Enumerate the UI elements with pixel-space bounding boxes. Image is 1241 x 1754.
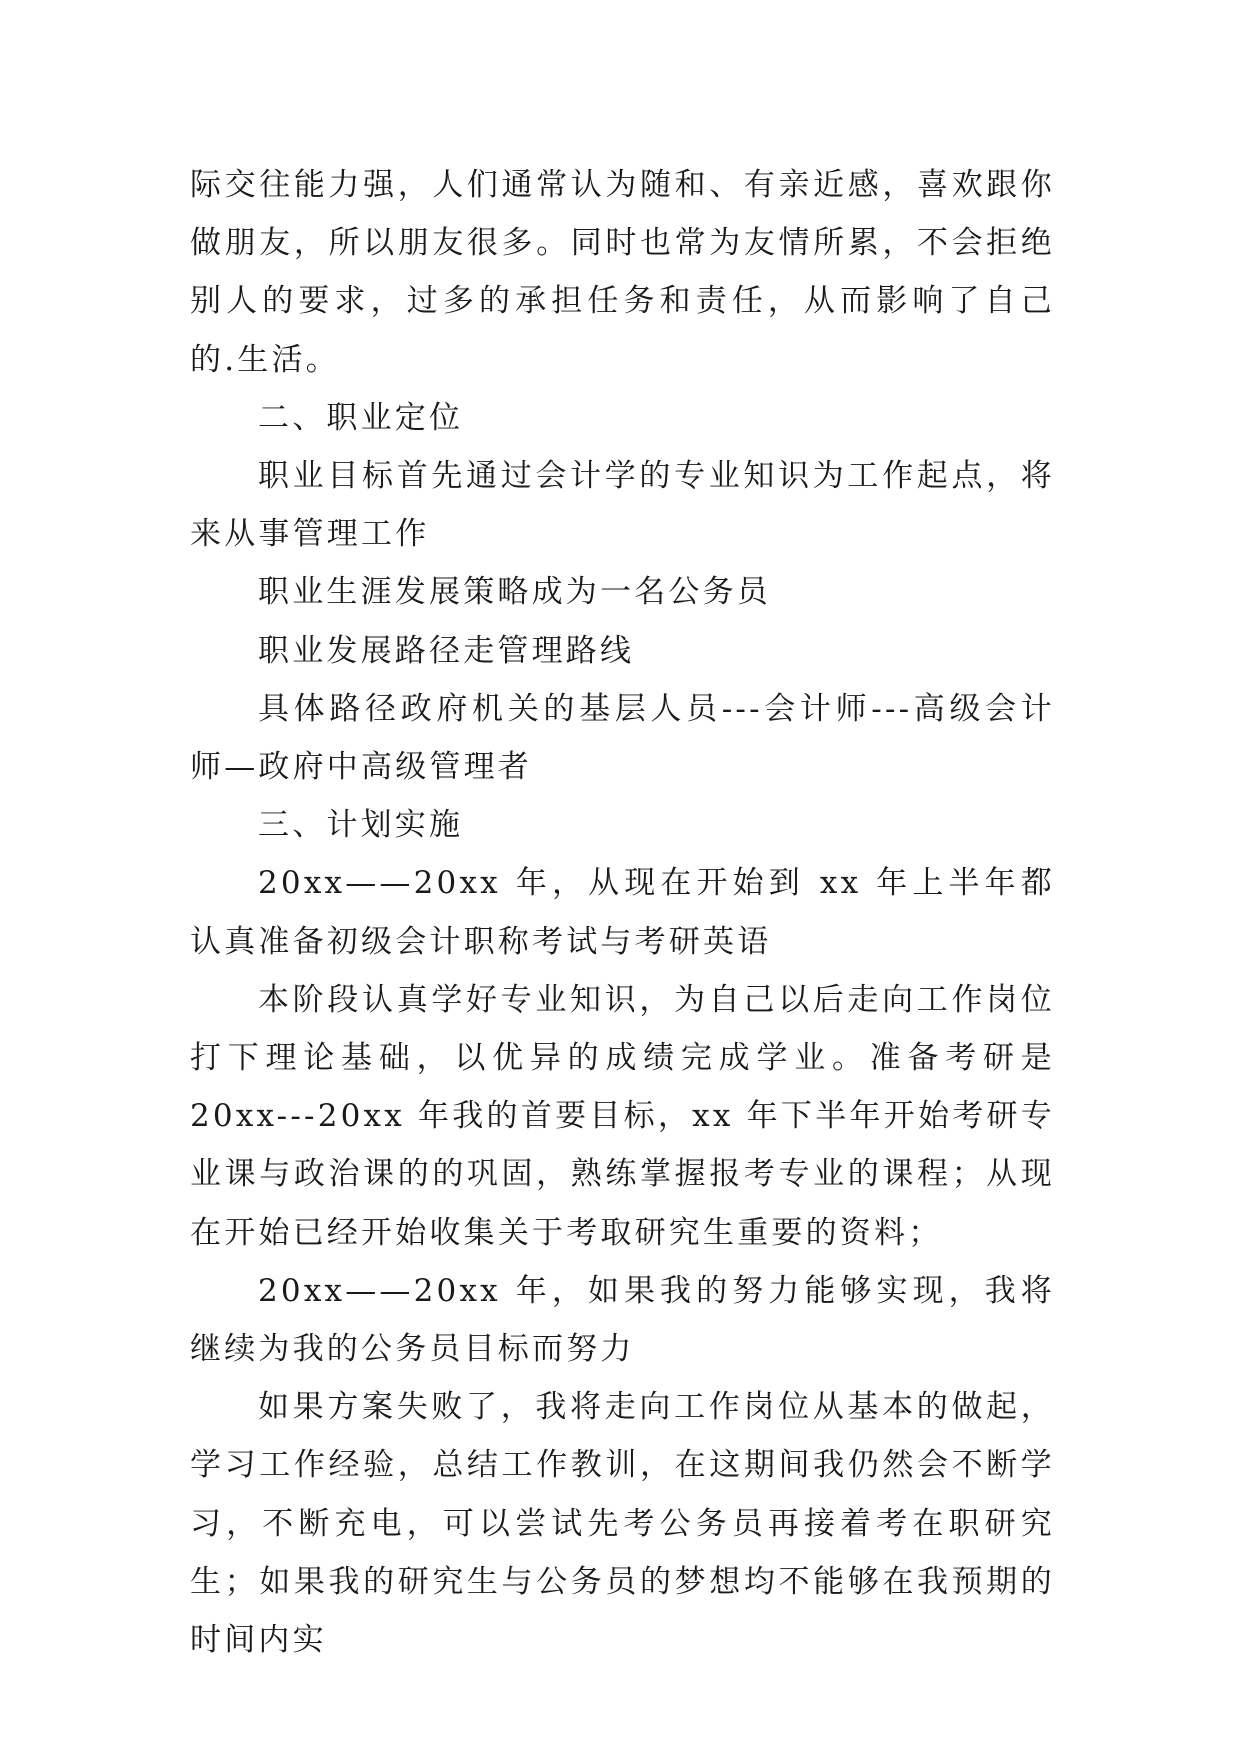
paragraph-social-ability: 际交往能力强，人们通常认为随和、有亲近感，喜欢跟你做朋友，所以朋友很多。同时也常为友情所累，不会拒绝别人的要求，过多的承担任务和责任，从而影响了自己的.生活。 xyxy=(190,167,1055,378)
document-body xyxy=(190,156,1055,1669)
paragraph-career-strategy: 职业生涯发展策略成为一名公务员 xyxy=(258,574,771,611)
paragraph-plan-phase-two: 20xx——20xx 年，如果我的努力能够实现，我将继续为我的公务员目标而努力 xyxy=(190,1272,1055,1368)
heading-career-positioning: 二、职业定位 xyxy=(258,399,464,436)
paragraph-plan-phase-one-detail: 本阶段认真学好专业知识，为自己以后走向工作岗位打下理论基础，以优异的成绩完成学业。准备考研是20xx---20xx 年我的首要目标，xx 年下半年开始考研专业课与政治课的的巩固，熟练掌握报考专业的课程；从现在开始已经开始收集关于考取研究生重要的资料； xyxy=(190,981,1055,1251)
paragraph-career-goal: 职业目标首先通过会计学的专业知识为工作起点，将来从事管理工作 xyxy=(190,458,1055,553)
paragraph-specific-path: 具体路径政府机关的基层人员---会计师---高级会计师—政府中高级管理者 xyxy=(190,690,1055,786)
paragraph-development-path: 职业发展路径走管理路线 xyxy=(258,632,635,669)
paragraph-fallback-plan: 如果方案失败了，我将走向工作岗位从基本的做起，学习工作经验，总结工作教训，在这期间我仍然会不断学习，不断充电，可以尝试先考公务员再接着考在职研究生；如果我的研究生与公务员的梦想均不能够在我预期的时间内实 xyxy=(190,1389,1055,1659)
paragraph-plan-phase-one: 20xx——20xx 年，从现在开始到 xx 年上半年都认真准备初级会计职称考试与考研英语 xyxy=(190,865,1055,960)
heading-plan-implementation: 三、计划实施 xyxy=(258,807,464,844)
